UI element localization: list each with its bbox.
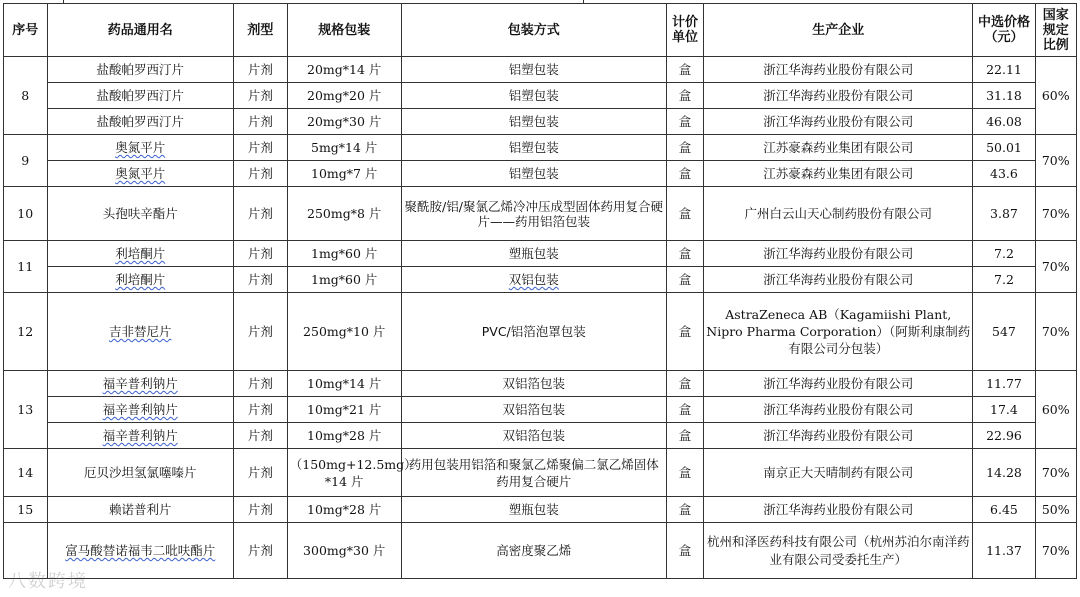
manufacturer-cell: 广州白云山天心制药股份有限公司: [704, 187, 973, 241]
seq-cell: 15: [4, 497, 48, 523]
packing-cell: 塑瓶包装: [401, 241, 666, 267]
drug-name-cell: 盐酸帕罗西汀片: [47, 83, 233, 109]
unit-cell: 盒: [666, 523, 703, 579]
manufacturer-cell: AstraZeneca AB（Kagamiishi Plant, Nipro Pharma Corporation）（阿斯利康制药有限公司分包装）: [704, 293, 973, 371]
packing-cell: 药用包装用铝箔和聚氯乙烯聚偏二氯乙烯固体药用复合硬片: [401, 449, 666, 497]
spec-cell: 10mg*7 片: [287, 161, 401, 187]
drug-name-cell: 富马酸替诺福韦二吡呋酯片: [47, 523, 233, 579]
ratio-cell: 70%: [1035, 241, 1076, 293]
ratio-cell: 70%: [1035, 449, 1076, 497]
spec-cell: 20mg*14 片: [287, 57, 401, 83]
table-row: [4, 161, 1077, 187]
spec-cell: （150mg+12.5mg）*14 片: [287, 449, 401, 497]
packing-cell: 塑瓶包装: [401, 497, 666, 523]
spec-cell: 20mg*20 片: [287, 83, 401, 109]
unit-cell: 盒: [666, 397, 703, 423]
dosage-form-cell: 片剂: [233, 449, 287, 497]
drug-name-cell: 利培酮片: [47, 267, 233, 293]
manufacturer-cell: 杭州和泽医药科技有限公司（杭州苏泊尔南洋药业有限公司受委托生产）: [704, 523, 973, 579]
packing-cell: 双铝包装: [401, 267, 666, 293]
header-seq: 序号: [4, 4, 48, 57]
ratio-cell: 70%: [1035, 293, 1076, 371]
price-cell: 7.2: [973, 267, 1035, 293]
ratio-cell: 50%: [1035, 497, 1076, 523]
seq-cell: 9: [4, 135, 48, 187]
table-row: [4, 497, 1077, 523]
dosage-form-cell: 片剂: [233, 83, 287, 109]
manufacturer-cell: 南京正大天晴制药有限公司: [704, 449, 973, 497]
unit-cell: 盒: [666, 449, 703, 497]
price-cell: 547: [973, 293, 1035, 371]
drug-name-cell: 奥氮平片: [47, 135, 233, 161]
drug-name-cell: 盐酸帕罗西汀片: [47, 109, 233, 135]
spec-cell: 300mg*30 片: [287, 523, 401, 579]
price-cell: 43.6: [973, 161, 1035, 187]
packing-cell: 双铝箔包装: [401, 397, 666, 423]
dosage-form-cell: 片剂: [233, 57, 287, 83]
table-row: [4, 241, 1077, 267]
dosage-form-cell: 片剂: [233, 371, 287, 397]
packing-cell: 铝塑包装: [401, 109, 666, 135]
dosage-form-cell: 片剂: [233, 397, 287, 423]
ratio-cell: 70%: [1035, 135, 1076, 187]
seq-cell: 14: [4, 449, 48, 497]
drug-name-cell: 头孢呋辛酯片: [47, 187, 233, 241]
dosage-form-cell: 片剂: [233, 497, 287, 523]
dosage-form-cell: 片剂: [233, 423, 287, 449]
manufacturer-cell: 江苏豪森药业集团有限公司: [704, 161, 973, 187]
watermark: 八数跨境: [8, 571, 88, 592]
manufacturer-cell: 浙江华海药业股份有限公司: [704, 371, 973, 397]
price-cell: 11.77: [973, 371, 1035, 397]
dosage-form-cell: 片剂: [233, 161, 287, 187]
price-cell: 50.01: [973, 135, 1035, 161]
drug-price-table: [3, 3, 1077, 579]
packing-cell: 高密度聚乙烯: [401, 523, 666, 579]
spec-cell: 10mg*28 片: [287, 423, 401, 449]
price-cell: 17.4: [973, 397, 1035, 423]
spec-cell: 10mg*14 片: [287, 371, 401, 397]
dosage-form-cell: 片剂: [233, 135, 287, 161]
price-cell: 46.08: [973, 109, 1035, 135]
table-row: [4, 371, 1077, 397]
packing-cell: 双铝箔包装: [401, 423, 666, 449]
seq-cell: 13: [4, 371, 48, 449]
price-cell: 22.11: [973, 57, 1035, 83]
ratio-cell: 60%: [1035, 57, 1076, 135]
unit-cell: 盒: [666, 187, 703, 241]
spec-cell: 20mg*30 片: [287, 109, 401, 135]
drug-name-cell: 福辛普利钠片: [47, 371, 233, 397]
spec-cell: 250mg*10 片: [287, 293, 401, 371]
spec-cell: 5mg*14 片: [287, 135, 401, 161]
table-row: [4, 449, 1077, 497]
unit-cell: 盒: [666, 161, 703, 187]
spec-cell: 250mg*8 片: [287, 187, 401, 241]
unit-cell: 盒: [666, 135, 703, 161]
manufacturer-cell: 浙江华海药业股份有限公司: [704, 83, 973, 109]
unit-cell: 盒: [666, 83, 703, 109]
drug-name-cell: 利培酮片: [47, 241, 233, 267]
drug-name-cell: 厄贝沙坦氢氯噻嗪片: [47, 449, 233, 497]
price-cell: 22.96: [973, 423, 1035, 449]
unit-cell: 盒: [666, 371, 703, 397]
drug-name-cell: 福辛普利钠片: [47, 423, 233, 449]
spec-cell: 10mg*21 片: [287, 397, 401, 423]
packing-cell: 铝塑包装: [401, 83, 666, 109]
header-ratio: 国家 规定 比例: [1035, 4, 1076, 57]
table-row: [4, 293, 1077, 371]
manufacturer-cell: 浙江华海药业股份有限公司: [704, 497, 973, 523]
price-cell: 7.2: [973, 241, 1035, 267]
table-row: [4, 397, 1077, 423]
manufacturer-cell: 浙江华海药业股份有限公司: [704, 57, 973, 83]
unit-cell: 盒: [666, 109, 703, 135]
table-row: [4, 109, 1077, 135]
header-drug-name: 药品通用名: [47, 4, 233, 57]
table-row: [4, 523, 1077, 579]
packing-cell: PVC/铝箔泡罩包装: [401, 293, 666, 371]
packing-cell: 铝塑包装: [401, 161, 666, 187]
ratio-cell: 70%: [1035, 523, 1076, 579]
unit-cell: 盒: [666, 423, 703, 449]
packing-cell: 铝塑包装: [401, 135, 666, 161]
packing-cell: 聚酰胺/铝/聚氯乙烯冷冲压成型固体药用复合硬片——药用铝箔包装: [401, 187, 666, 241]
header-packing: 包装方式: [401, 4, 666, 57]
drug-name-cell: 吉非替尼片: [47, 293, 233, 371]
price-cell: 14.28: [973, 449, 1035, 497]
unit-cell: 盒: [666, 293, 703, 371]
ratio-cell: 60%: [1035, 371, 1076, 449]
packing-cell: 双铝箔包装: [401, 371, 666, 397]
table-row: [4, 83, 1077, 109]
table-row: [4, 57, 1077, 83]
price-cell: 3.87: [973, 187, 1035, 241]
price-cell: 6.45: [973, 497, 1035, 523]
manufacturer-cell: 浙江华海药业股份有限公司: [704, 109, 973, 135]
spec-cell: 10mg*28 片: [287, 497, 401, 523]
drug-name-cell: 赖诺普利片: [47, 497, 233, 523]
drug-name-cell: 盐酸帕罗西汀片: [47, 57, 233, 83]
table-header-row: [4, 4, 1077, 57]
header-manufacturer: 生产企业: [704, 4, 973, 57]
dosage-form-cell: 片剂: [233, 523, 287, 579]
spec-cell: 1mg*60 片: [287, 267, 401, 293]
seq-cell: 12: [4, 293, 48, 371]
header-price: 中选价格 （元）: [973, 4, 1035, 57]
unit-cell: 盒: [666, 241, 703, 267]
manufacturer-cell: 浙江华海药业股份有限公司: [704, 267, 973, 293]
dosage-form-cell: 片剂: [233, 109, 287, 135]
ratio-cell: 70%: [1035, 187, 1076, 241]
seq-cell: 11: [4, 241, 48, 293]
header-spec: 规格包装: [287, 4, 401, 57]
dosage-form-cell: 片剂: [233, 293, 287, 371]
table-row: [4, 267, 1077, 293]
dosage-form-cell: 片剂: [233, 267, 287, 293]
unit-cell: 盒: [666, 497, 703, 523]
manufacturer-cell: 浙江华海药业股份有限公司: [704, 397, 973, 423]
seq-cell: 8: [4, 57, 48, 135]
manufacturer-cell: 江苏豪森药业集团有限公司: [704, 135, 973, 161]
manufacturer-cell: 浙江华海药业股份有限公司: [704, 241, 973, 267]
seq-cell: 10: [4, 187, 48, 241]
dosage-form-cell: 片剂: [233, 187, 287, 241]
drug-name-cell: 奥氮平片: [47, 161, 233, 187]
packing-cell: 铝塑包装: [401, 57, 666, 83]
unit-cell: 盒: [666, 57, 703, 83]
drug-name-cell: 福辛普利钠片: [47, 397, 233, 423]
unit-cell: 盒: [666, 267, 703, 293]
manufacturer-cell: 浙江华海药业股份有限公司: [704, 423, 973, 449]
table-row: [4, 135, 1077, 161]
header-unit: 计价 单位: [666, 4, 703, 57]
table-row: [4, 423, 1077, 449]
price-cell: 11.37: [973, 523, 1035, 579]
price-cell: 31.18: [973, 83, 1035, 109]
dosage-form-cell: 片剂: [233, 241, 287, 267]
header-dosage-form: 剂型: [233, 4, 287, 57]
spec-cell: 1mg*60 片: [287, 241, 401, 267]
table-row: [4, 187, 1077, 241]
